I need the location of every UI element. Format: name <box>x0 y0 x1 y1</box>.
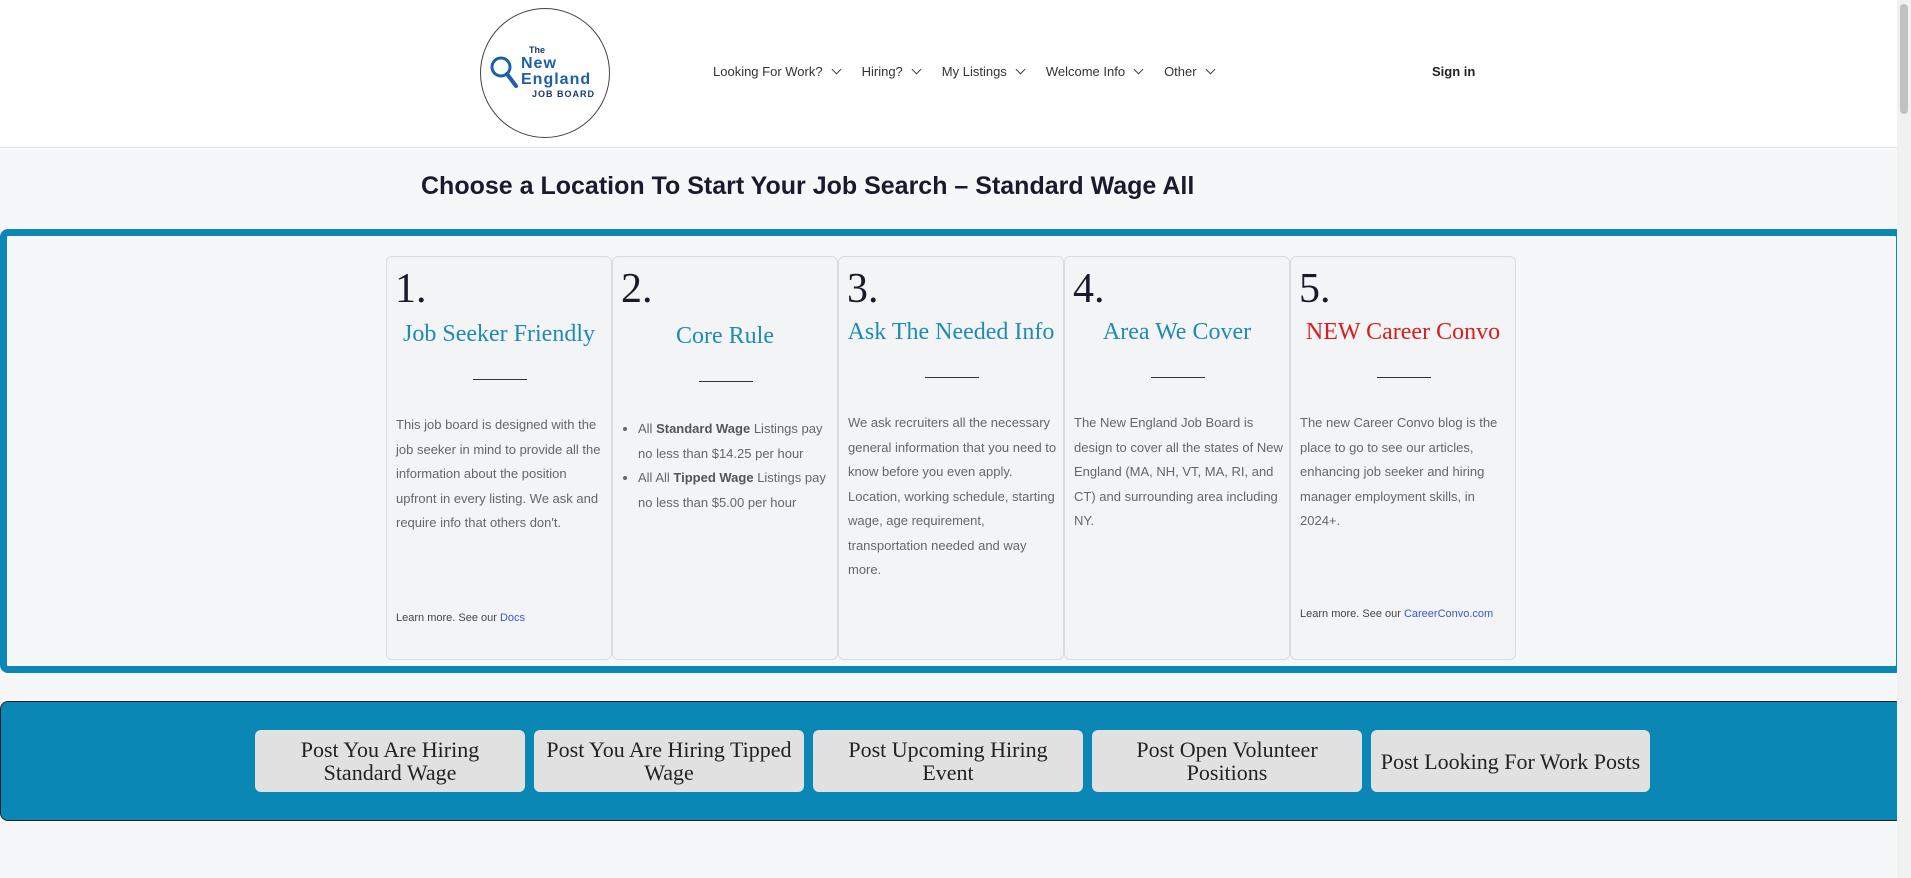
list-item <box>638 466 832 515</box>
bullet-post: Listings pay no less than $5.00 per hour <box>638 470 826 510</box>
nav-item-welcome-info[interactable] <box>1046 64 1142 79</box>
feature-panel <box>0 229 1903 673</box>
learn-more-text: Learn more. See our <box>396 612 500 624</box>
main-nav <box>713 64 1236 79</box>
card-divider <box>473 379 527 380</box>
magnifier-icon <box>489 55 519 89</box>
nav-item-hiring[interactable] <box>862 64 920 79</box>
nav-label: Hiring? <box>861 64 903 79</box>
card-title: Area We Cover <box>1102 319 1252 345</box>
feature-card-ask-needed-info <box>838 256 1064 660</box>
chevron-down-icon <box>831 65 841 75</box>
card-body <box>622 417 832 515</box>
bullet-bold: Standard Wage <box>656 421 751 436</box>
card-number: 3. <box>847 266 879 312</box>
card-body: This job board is designed with the job seeker in mind to provide all the information about the position upfront in every listing. We ask and require info that others don't. <box>396 417 601 530</box>
card-divider <box>1377 377 1431 378</box>
site-header <box>0 0 1911 148</box>
card-title: Core Rule <box>676 323 774 349</box>
feature-card-job-seeker-friendly <box>386 256 612 660</box>
chevron-down-icon <box>911 65 921 75</box>
chevron-down-icon <box>1205 65 1215 75</box>
nav-label: Other <box>1164 64 1197 79</box>
scrollbar-thumb[interactable] <box>1900 4 1908 114</box>
list-item <box>638 417 832 466</box>
nav-label: Welcome Info <box>1045 64 1126 79</box>
card-title: Ask The Needed Info <box>847 319 1055 345</box>
post-hiring-standard-wage-button[interactable]: Post You Are Hiring Standard Wage <box>255 730 525 792</box>
card-learn-more <box>1300 608 1493 620</box>
card-divider <box>925 377 979 378</box>
bullet-bold: Tipped Wage <box>673 470 754 485</box>
nav-item-looking-for-work[interactable] <box>713 64 840 79</box>
card-number: 1. <box>395 266 427 312</box>
logo-text-the: The <box>529 45 546 55</box>
card-body: The New England Job Board is design to cover all the states of New England (MA, NH, VT, MA, RI, and CT) and surrounding area including NY. <box>1074 415 1283 528</box>
careerconvo-link[interactable]: CareerConvo.com <box>1403 608 1494 620</box>
card-number: 2. <box>621 266 653 312</box>
nav-item-other[interactable] <box>1164 64 1214 79</box>
logo-text-job-board: JOB BOARD <box>532 89 596 99</box>
site-logo[interactable] <box>480 8 610 138</box>
post-actions-bar <box>0 701 1903 821</box>
nav-label: Looking For Work? <box>713 64 823 79</box>
docs-link[interactable]: Docs <box>499 612 526 624</box>
feature-card-core-rule <box>612 256 838 660</box>
card-number: 4. <box>1073 266 1105 312</box>
card-learn-more <box>396 612 525 624</box>
learn-more-text: Learn more. See our <box>1300 608 1404 620</box>
feature-card-area-we-cover <box>1064 256 1290 660</box>
bullet-pre: All <box>638 421 657 436</box>
card-body: We ask recruiters all the necessary general information that you need to know before you even apply. Location, working schedule, starting wage, age requirement, transportation needed and way more. <box>848 415 1057 577</box>
chevron-down-icon <box>1134 65 1144 75</box>
core-rule-list <box>638 417 832 515</box>
nav-item-my-listings[interactable] <box>942 64 1024 79</box>
chevron-down-icon <box>1015 65 1025 75</box>
card-divider <box>1151 377 1205 378</box>
sign-in-link[interactable]: Sign in <box>1432 64 1476 79</box>
post-hiring-event-button[interactable]: Post Upcoming Hiring Event <box>813 730 1083 792</box>
card-title: NEW Career Convo <box>1305 319 1501 345</box>
post-volunteer-positions-button[interactable]: Post Open Volunteer Positions <box>1092 730 1362 792</box>
bullet-post: Listings pay no less than $14.25 per hour <box>638 421 823 461</box>
card-body: The new Career Convo blog is the place to go to see our articles, enhancing job seeker and hiring manager employment skills, in 2024+. <box>1300 415 1498 528</box>
logo-text-new: New <box>521 55 557 72</box>
card-title: Job Seeker Friendly <box>403 321 595 347</box>
page-title: Choose a Location To Start Your Job Search – Standard Wage All <box>421 172 1195 200</box>
post-hiring-tipped-wage-button[interactable]: Post You Are Hiring Tipped Wage <box>534 730 804 792</box>
post-looking-for-work-button[interactable]: Post Looking For Work Posts <box>1371 730 1650 792</box>
bullet-pre: All All <box>638 470 674 485</box>
feature-card-career-convo <box>1290 256 1516 660</box>
page-scrollbar[interactable] <box>1897 0 1911 878</box>
card-number: 5. <box>1299 266 1331 312</box>
logo-text-england: England <box>521 71 592 88</box>
nav-label: My Listings <box>941 64 1007 79</box>
card-divider <box>699 381 753 382</box>
